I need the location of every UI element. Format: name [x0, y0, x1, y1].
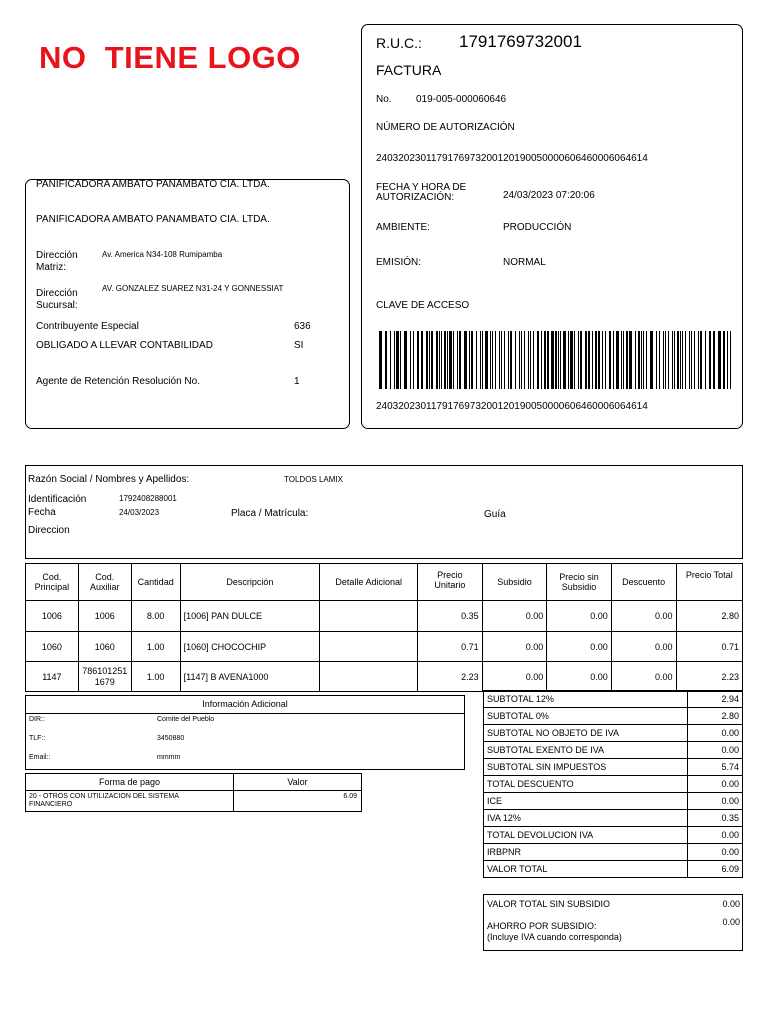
cell-detail: [320, 601, 418, 632]
col-subsidy: Subsidio: [482, 564, 547, 601]
items-table: [25, 563, 743, 692]
barcode-bar: [528, 331, 529, 389]
payment-method: [26, 791, 234, 812]
barcode-bar: [592, 331, 593, 389]
barcode-bar: [547, 331, 549, 389]
total-label: SUBTOTAL 0%: [484, 708, 688, 725]
total-row: [484, 793, 743, 810]
total-value: 0.00: [688, 725, 743, 742]
payment-method-line1: 20 - OTROS CON UTILIZACION DEL SISTEMA: [29, 793, 179, 800]
info-label-email: Email::: [29, 754, 51, 761]
barcode-bar: [499, 331, 500, 389]
table-row: [26, 601, 743, 632]
buyer-name-label: Razón Social / Nombres y Apellidos:: [28, 474, 190, 485]
cell-unit: 2.23: [418, 662, 483, 692]
barcode-bar: [663, 331, 664, 389]
subsidy-saving-label: AHORRO POR SUBSIDIO:: [487, 921, 597, 931]
total-value: 2.94: [688, 691, 743, 708]
col-discount: Descuento: [611, 564, 676, 601]
cell-qty: 8.00: [131, 601, 180, 632]
barcode-bar: [685, 331, 686, 389]
barcode-bar: [616, 331, 619, 389]
issuer-trade-name: PANIFICADORA AMBATO PANAMBATO CIA. LTDA.: [36, 214, 270, 225]
buyer-id-label: Identificación: [28, 494, 87, 505]
total-value: 0.00: [688, 793, 743, 810]
total-row: [484, 725, 743, 742]
total-value: 0.00: [688, 776, 743, 793]
branch-address-label-line2: Sucursal:: [36, 300, 78, 311]
total-label: TOTAL DESCUENTO: [484, 776, 688, 793]
buyer-date-label: Fecha: [28, 507, 56, 518]
info-value-tlf: 3450880: [157, 735, 185, 742]
total-row: [484, 708, 743, 725]
cell-aux: 1006: [78, 601, 131, 632]
payment-method-line2: FINANCIERO: [29, 801, 73, 808]
barcode-bar: [623, 331, 624, 389]
cell-unit: 0.71: [418, 632, 483, 662]
barcode-bar: [537, 331, 539, 389]
barcode-bar: [705, 331, 706, 389]
barcode-bar: [558, 331, 559, 389]
total-label: SUBTOTAL 12%: [484, 691, 688, 708]
barcode-bar: [504, 331, 505, 389]
special-taxpayer-label: Contribuyente Especial: [36, 321, 139, 332]
barcode-bar: [400, 331, 401, 389]
col-detail: Detalle Adicional: [320, 564, 418, 601]
emission-label: EMISIÓN:: [376, 257, 422, 268]
payment-table: [25, 773, 362, 812]
barcode-bar: [431, 331, 433, 389]
barcode-bar: [689, 331, 690, 389]
barcode-bar: [471, 331, 473, 389]
barcode-bar: [459, 331, 461, 389]
barcode-bar: [680, 331, 681, 389]
barcode-bar: [492, 331, 493, 389]
total-label: IRBPNR: [484, 844, 688, 861]
barcode-bar: [396, 331, 399, 389]
authorization-date-label-line2: AUTORIZACIÓN:: [376, 192, 455, 203]
barcode-bar: [541, 331, 542, 389]
issuer-name: PANIFICADORA AMBATO PANAMBATO CIA. LTDA.: [36, 179, 270, 190]
col-cod-principal: [26, 564, 79, 601]
barcode-bar: [413, 331, 414, 389]
cell-aux-line1: 786101251: [82, 665, 128, 676]
total-label: ICE: [484, 793, 688, 810]
payment-header-row: [26, 774, 362, 791]
emission-value: NORMAL: [503, 257, 546, 268]
cell-aux: [78, 662, 131, 692]
table-row: [26, 662, 743, 692]
info-label-tlf: TLF::: [29, 735, 46, 742]
environment-label: AMBIENTE:: [376, 222, 430, 233]
barcode-bar: [578, 331, 579, 389]
branch-address: AV. GONZALEZ SUAREZ N31-24 Y GONNESSIAT: [102, 284, 284, 293]
cell-cod: 1006: [26, 601, 79, 632]
barcode-bar: [723, 331, 725, 389]
barcode-bar: [441, 331, 442, 389]
barcode-bar: [613, 331, 614, 389]
cell-discount: 0.00: [611, 601, 676, 632]
document-type: FACTURA: [376, 62, 442, 78]
environment-value: PRODUCCIÓN: [503, 222, 572, 233]
cell-no-subsidy: 0.00: [547, 601, 612, 632]
total-value: 6.09: [688, 861, 743, 878]
barcode-bar: [635, 331, 636, 389]
barcode-bar: [621, 331, 622, 389]
barcode-bar: [444, 331, 446, 389]
barcode-bar: [555, 331, 557, 389]
barcode-bar: [515, 331, 516, 389]
total-row: [484, 742, 743, 759]
barcode-bar: [394, 331, 395, 389]
barcode-bar: [672, 331, 673, 389]
col-price-no-subsidy-line2: Subsidio: [561, 582, 597, 592]
barcode-bar: [469, 331, 470, 389]
plate-label: Placa / Matrícula:: [231, 508, 309, 519]
barcode-bar: [421, 331, 423, 389]
info-value-dir: Comite del Pueblo: [157, 716, 215, 723]
barcode-bar: [429, 331, 430, 389]
total-value: 0.00: [688, 827, 743, 844]
barcode-bar: [727, 331, 728, 389]
cell-no-subsidy: 0.00: [547, 662, 612, 692]
barcode-bar: [485, 331, 488, 389]
no-subsidy-label: VALOR TOTAL SIN SUBSIDIO: [487, 899, 611, 909]
barcode-bar: [464, 331, 467, 389]
barcode-bar: [605, 331, 606, 389]
barcode-bar: [585, 331, 587, 389]
col-cod-auxiliar-line1: Cod.: [95, 572, 115, 582]
cell-total: 2.23: [676, 662, 742, 692]
barcode-bar: [379, 331, 382, 389]
table-row: [26, 632, 743, 662]
barcode-bar: [709, 331, 711, 389]
barcode-bar: [533, 331, 534, 389]
col-cod-principal-line1: Cod.: [42, 572, 62, 582]
total-value: 0.35: [688, 810, 743, 827]
retention-agent-label: Agente de Retención Resolución No.: [36, 376, 200, 387]
total-row: [484, 827, 743, 844]
barcode-bar: [730, 331, 731, 389]
col-cod-auxiliar-line2: Auxiliar: [90, 582, 120, 592]
payment-value-header: Valor: [234, 774, 362, 791]
barcode-bar: [551, 331, 554, 389]
barcode-bar: [694, 331, 695, 389]
col-quantity: Cantidad: [131, 564, 180, 601]
barcode-bar: [626, 331, 628, 389]
barcode-bar: [501, 331, 502, 389]
cell-qty: 1.00: [131, 662, 180, 692]
cell-subsidy: 0.00: [482, 601, 547, 632]
cell-subsidy: 0.00: [482, 632, 547, 662]
matrix-address-label-line2: Matriz:: [36, 262, 66, 273]
total-row: [484, 810, 743, 827]
payment-value: 6.09: [234, 791, 362, 812]
col-cod-auxiliar: [78, 564, 131, 601]
ruc-number: 1791769732001: [459, 32, 582, 51]
matrix-address-label-line1: Dirección: [36, 250, 78, 261]
access-key-number: 2403202301179176973200120190050000606460006064614: [376, 401, 648, 412]
barcode-bar: [426, 331, 428, 389]
col-price-no-subsidy: [547, 564, 612, 601]
barcode-bar: [570, 331, 573, 389]
buyer-date: 24/03/2023: [119, 508, 160, 517]
barcode-bar: [638, 331, 640, 389]
authorization-label: NÚMERO DE AUTORIZACIÓN: [376, 122, 515, 133]
items-header-row: [26, 564, 743, 601]
cell-qty: 1.00: [131, 632, 180, 662]
cell-detail: [320, 632, 418, 662]
payment-row: [26, 791, 362, 812]
cell-subsidy: 0.00: [482, 662, 547, 692]
col-price-no-subsidy-line1: Precio sin: [559, 572, 599, 582]
barcode-bar: [700, 331, 702, 389]
cell-detail: [320, 662, 418, 692]
cell-desc: [1147] B AVENA1000: [180, 662, 320, 692]
barcode-bar: [602, 331, 603, 389]
retention-agent-value: 1: [294, 376, 300, 387]
total-row: [484, 844, 743, 861]
barcode-bar: [453, 331, 454, 389]
cell-cod: 1147: [26, 662, 79, 692]
barcode-bar: [544, 331, 546, 389]
barcode-bar: [718, 331, 721, 389]
barcode-bar: [510, 331, 512, 389]
barcode-bar: [646, 331, 647, 389]
barcode-bar: [560, 331, 561, 389]
barcode-bar: [457, 331, 458, 389]
col-cod-principal-line2: Principal: [34, 582, 70, 592]
barcode-bar: [659, 331, 660, 389]
barcode-bar: [609, 331, 611, 389]
invoice-number: 019-005-000060646: [416, 94, 507, 105]
barcode-bar: [641, 331, 642, 389]
logo-placeholder: NO TIENE LOGO: [39, 40, 301, 75]
total-label: SUBTOTAL EXENTO DE IVA: [484, 742, 688, 759]
barcode-bar: [674, 331, 675, 389]
subsidy-saving-note: (Incluye IVA cuando corresponda): [487, 932, 622, 942]
barcode-bar: [691, 331, 692, 389]
cell-total: 0.71: [676, 632, 742, 662]
matrix-address-label: [36, 250, 78, 274]
authorization-date: 24/03/2023 07:20:06: [503, 190, 595, 201]
branch-address-label: [36, 288, 78, 312]
buyer-address-label: Direccion: [28, 525, 70, 536]
authorization-date-label-line1: FECHA Y HORA DE: [376, 182, 467, 193]
barcode-bar: [665, 331, 666, 389]
barcode-bar: [629, 331, 632, 389]
barcode-bar: [595, 331, 597, 389]
access-key-label: CLAVE DE ACCESO: [376, 300, 470, 311]
additional-info-title: Información Adicional: [202, 699, 288, 709]
barcode-bar: [668, 331, 669, 389]
total-value: 2.80: [688, 708, 743, 725]
barcode-bar: [656, 331, 657, 389]
cell-unit: 0.35: [418, 601, 483, 632]
barcode-bar: [404, 331, 407, 389]
buyer-name: TOLDOS LAMIX: [284, 475, 343, 484]
cell-aux-line2: 1679: [94, 676, 115, 687]
col-total: Precio Total: [676, 564, 742, 601]
accounting-value: SI: [294, 340, 304, 351]
total-value: 0.00: [688, 844, 743, 861]
cell-discount: 0.00: [611, 662, 676, 692]
authorization-date-label: [376, 183, 466, 203]
matrix-address: Av. America N34-108 Rumipamba: [102, 250, 223, 259]
barcode-bar: [385, 331, 387, 389]
total-row: [484, 691, 743, 708]
barcode-bar: [530, 331, 531, 389]
info-value-email: mmmm: [157, 754, 181, 761]
barcode-bar: [650, 331, 653, 389]
barcode-bar: [677, 331, 679, 389]
total-value: 0.00: [688, 742, 743, 759]
barcode-bar: [580, 331, 582, 389]
buyer-id: 1792408288001: [119, 494, 177, 503]
total-label: SUBTOTAL SIN IMPUESTOS: [484, 759, 688, 776]
total-row: [484, 776, 743, 793]
barcode: [379, 331, 735, 389]
payment-method-header: Forma de pago: [26, 774, 234, 791]
barcode-bar: [643, 331, 644, 389]
col-description: Descripción: [180, 564, 320, 601]
barcode-bar: [588, 331, 590, 389]
barcode-bar: [390, 331, 391, 389]
cell-cod: 1060: [26, 632, 79, 662]
barcode-bar: [682, 331, 683, 389]
total-row: [484, 759, 743, 776]
no-subsidy-value: 0.00: [722, 899, 740, 909]
barcode-bar: [521, 331, 522, 389]
barcode-bar: [568, 331, 569, 389]
barcode-bar: [563, 331, 566, 389]
subsidy-saving-value: 0.00: [722, 917, 740, 927]
ruc-label: R.U.C.:: [376, 35, 422, 51]
barcode-bar: [495, 331, 496, 389]
barcode-bar: [519, 331, 520, 389]
barcode-bar: [439, 331, 440, 389]
col-unit-price: Precio Unitario: [418, 564, 483, 601]
cell-no-subsidy: 0.00: [547, 632, 612, 662]
info-label-dir: DIR::: [29, 716, 45, 723]
barcode-bar: [447, 331, 448, 389]
additional-info-title-bar: [25, 713, 465, 714]
total-value: 5.74: [688, 759, 743, 776]
totals-table: [483, 690, 743, 878]
barcode-bar: [449, 331, 452, 389]
accounting-label: OBLIGADO A LLEVAR CONTABILIDAD: [36, 340, 213, 351]
special-taxpayer-value: 636: [294, 321, 311, 332]
barcode-bar: [436, 331, 438, 389]
barcode-bar: [698, 331, 699, 389]
cell-total: 2.80: [676, 601, 742, 632]
total-label: VALOR TOTAL: [484, 861, 688, 878]
barcode-bar: [417, 331, 419, 389]
total-row: [484, 861, 743, 878]
barcode-bar: [476, 331, 477, 389]
branch-address-label-line1: Dirección: [36, 288, 78, 299]
barcode-bar: [410, 331, 411, 389]
barcode-bar: [574, 331, 575, 389]
cell-discount: 0.00: [611, 632, 676, 662]
barcode-bar: [508, 331, 509, 389]
barcode-bar: [524, 331, 525, 389]
total-label: IVA 12%: [484, 810, 688, 827]
cell-aux: 1060: [78, 632, 131, 662]
total-label: SUBTOTAL NO OBJETO DE IVA: [484, 725, 688, 742]
barcode-bar: [490, 331, 491, 389]
barcode-bar: [482, 331, 483, 389]
barcode-bar: [480, 331, 481, 389]
barcode-bar: [598, 331, 600, 389]
invoice-number-label: No.: [376, 94, 392, 105]
cell-desc: [1006] PAN DULCE: [180, 601, 320, 632]
guide-label: Guía: [484, 509, 506, 520]
authorization-number: 2403202301179176973200120190050000606460006064614: [376, 153, 648, 164]
total-label: TOTAL DEVOLUCION IVA: [484, 827, 688, 844]
cell-desc: [1060] CHOCOCHIP: [180, 632, 320, 662]
barcode-bar: [713, 331, 715, 389]
